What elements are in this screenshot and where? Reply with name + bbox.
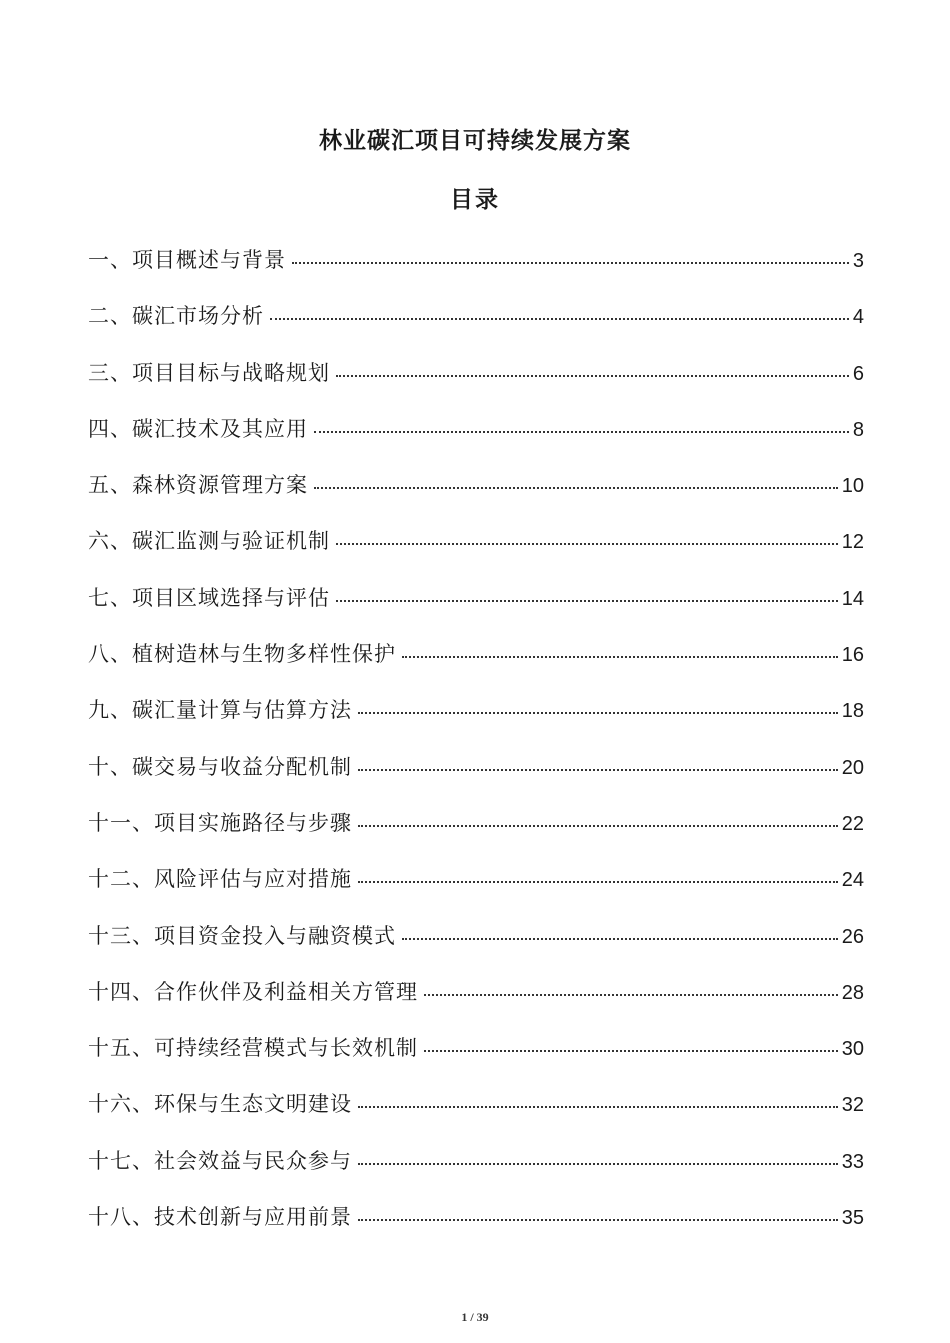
- toc-entry-title: 十五、可持续经营模式与长效机制: [88, 1036, 418, 1061]
- toc-entry-page: 32: [841, 1094, 864, 1117]
- dot-leader: [358, 1106, 838, 1108]
- toc-entry-title: 三、项目目标与战略规划: [88, 360, 330, 385]
- toc-entry-page: 30: [841, 1038, 864, 1061]
- toc-entry-title: 十四、合作伙伴及利益相关方管理: [88, 979, 418, 1004]
- toc-entry-page: 24: [841, 869, 864, 892]
- dot-leader: [292, 262, 849, 264]
- toc-entry-title: 十六、环保与生态文明建设: [88, 1092, 352, 1117]
- toc-entry-page: 8: [852, 418, 864, 441]
- toc-entry-page: 33: [841, 1150, 864, 1173]
- toc-entry[interactable]: [88, 918, 864, 974]
- toc-entry-title: 二、碳汇市场分析: [88, 304, 264, 329]
- toc-entry[interactable]: [88, 805, 864, 861]
- toc-entry-page: 28: [841, 981, 864, 1004]
- toc-heading: 目录: [450, 187, 500, 213]
- toc-entry[interactable]: [88, 242, 864, 298]
- toc-entry-title: 十一、项目实施路径与步骤: [88, 810, 352, 835]
- toc-entry[interactable]: [88, 861, 864, 917]
- toc-entry-title: 十三、项目资金投入与融资模式: [88, 923, 396, 948]
- toc-entry-page: 6: [852, 362, 864, 385]
- dot-leader: [424, 1050, 838, 1052]
- toc-entry[interactable]: [88, 749, 864, 805]
- toc-entry[interactable]: [88, 580, 864, 636]
- toc-entry-page: 18: [841, 700, 864, 723]
- toc-entry-page: 4: [852, 306, 864, 329]
- toc-entry-title: 九、碳汇量计算与估算方法: [88, 698, 352, 723]
- dot-leader: [358, 712, 838, 714]
- dot-leader: [358, 881, 838, 883]
- toc-entry-title: 五、森林资源管理方案: [88, 473, 308, 498]
- table-of-contents: [88, 242, 864, 1255]
- dot-leader: [402, 656, 838, 658]
- toc-entry-page: 22: [841, 812, 864, 835]
- toc-entry[interactable]: [88, 1086, 864, 1142]
- toc-entry[interactable]: [88, 523, 864, 579]
- toc-entry[interactable]: [88, 298, 864, 354]
- dot-leader: [402, 938, 838, 940]
- toc-entry[interactable]: [88, 974, 864, 1030]
- toc-entry-title: 十八、技术创新与应用前景: [88, 1205, 352, 1230]
- dot-leader: [314, 487, 838, 489]
- toc-entry-page: 12: [841, 531, 864, 554]
- toc-entry[interactable]: [88, 636, 864, 692]
- toc-entry[interactable]: [88, 355, 864, 411]
- toc-entry-title: 八、植树造林与生物多样性保护: [88, 642, 396, 667]
- document-title: 林业碳汇项目可持续发展方案: [319, 128, 631, 154]
- toc-entry-page: 3: [852, 250, 864, 272]
- toc-entry[interactable]: [88, 1030, 864, 1086]
- dot-leader: [358, 769, 838, 771]
- toc-entry-title: 十二、风险评估与应对措施: [88, 867, 352, 892]
- toc-entry[interactable]: [88, 411, 864, 467]
- dot-leader: [336, 600, 838, 602]
- toc-entry[interactable]: [88, 692, 864, 748]
- toc-entry-title: 一、项目概述与背景: [88, 248, 286, 272]
- dot-leader: [336, 543, 838, 545]
- toc-entry-page: 14: [841, 587, 864, 610]
- toc-entry-page: 16: [841, 644, 864, 667]
- toc-entry[interactable]: [88, 1143, 864, 1199]
- toc-entry-title: 十七、社会效益与民众参与: [88, 1148, 352, 1173]
- toc-entry-page: 20: [841, 756, 864, 779]
- toc-entry-title: 四、碳汇技术及其应用: [88, 416, 308, 441]
- toc-entry[interactable]: [88, 467, 864, 523]
- toc-entry-title: 七、项目区域选择与评估: [88, 585, 330, 610]
- dot-leader: [358, 1219, 838, 1221]
- dot-leader: [336, 375, 849, 377]
- toc-entry-title: 十、碳交易与收益分配机制: [88, 754, 352, 779]
- dot-leader: [270, 318, 849, 320]
- toc-entry-title: 六、碳汇监测与验证机制: [88, 529, 330, 554]
- toc-entry[interactable]: [88, 1199, 864, 1255]
- toc-entry-page: 10: [841, 475, 864, 498]
- toc-entry-page: 26: [841, 925, 864, 948]
- toc-entry-page: 35: [841, 1207, 864, 1230]
- dot-leader: [358, 1163, 838, 1165]
- page-number-footer: 1 / 39: [461, 1310, 489, 1324]
- dot-leader: [314, 431, 849, 433]
- dot-leader: [424, 994, 838, 996]
- dot-leader: [358, 825, 838, 827]
